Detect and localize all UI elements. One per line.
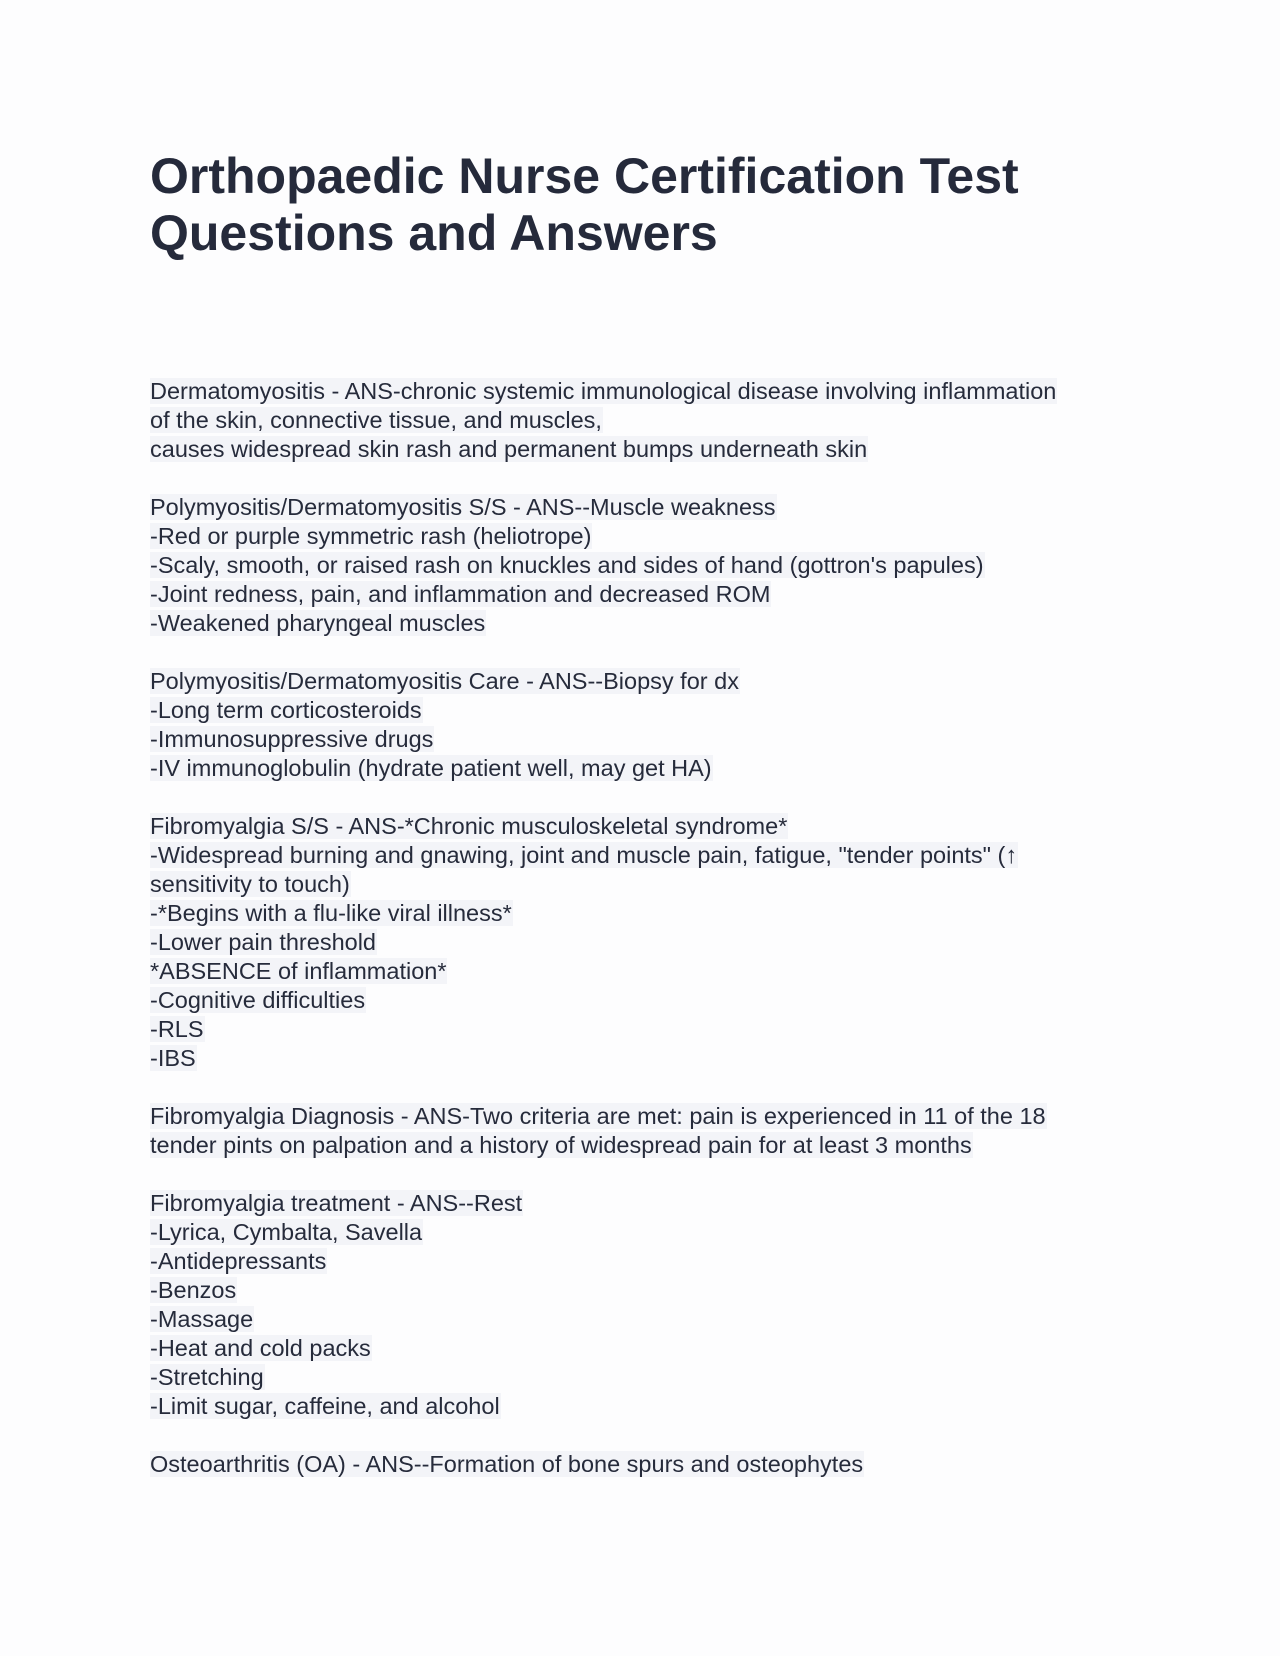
qa-entry-line-text: Osteoarthritis (OA) - ANS--Formation of bone spurs and osteophytes [150,1451,864,1477]
qa-entry-line [150,493,1130,522]
qa-entry-line [150,1189,1130,1218]
qa-entry-line [150,870,1130,899]
qa-entry-line [150,1334,1130,1363]
qa-entry-line [150,899,1130,928]
qa-entry-line-text: -Stretching [150,1364,264,1390]
qa-entry-line [150,1276,1130,1305]
qa-entry-line-text: -Joint redness, pain, and inflammation and decreased ROM [150,581,771,607]
qa-entry [150,1102,1130,1160]
qa-entry-line-text: Fibromyalgia S/S - ANS-*Chronic musculoskeletal syndrome* [150,813,788,839]
qa-entry-line [150,406,1130,435]
qa-entry-line [150,841,1130,870]
qa-entry-line [150,522,1130,551]
qa-entry-line [150,377,1130,406]
qa-entry-line-text: -Heat and cold packs [150,1335,371,1361]
qa-entry-line-text: Fibromyalgia Diagnosis - ANS-Two criteria are met: pain is experienced in 11 of the 18 [150,1103,1046,1129]
qa-entry-line-text: causes widespread skin rash and permanent bumps underneath skin [150,436,868,462]
qa-entry-line [150,696,1130,725]
qa-entry-line-text: Polymyositis/Dermatomyositis Care - ANS--Biopsy for dx [150,668,739,694]
qa-entry-line-text: of the skin, connective tissue, and muscles, [150,407,602,433]
qa-entry-line-text: -IV immunoglobulin (hydrate patient well, may get HA) [150,755,712,781]
qa-entry-line [150,1015,1130,1044]
qa-entry-line [150,435,1130,464]
qa-entry-line-text: sensitivity to touch) [150,871,350,897]
document-title-line-2: Questions and Answers [150,205,718,261]
qa-entry [150,667,1130,783]
qa-entry-line-text: Polymyositis/Dermatomyositis S/S - ANS--Muscle weakness [150,494,776,520]
qa-entry-line-text: -Benzos [150,1277,237,1303]
qa-entry-line [150,609,1130,638]
qa-entry-line [150,812,1130,841]
qa-entry [150,812,1130,1073]
qa-entry-line-text: -Immunosuppressive drugs [150,726,434,752]
qa-entry-line-text: Dermatomyositis - ANS-chronic systemic immunological disease involving inflammation [150,378,1057,404]
qa-entry-line-text: -Long term corticosteroids [150,697,422,723]
qa-entry-line-text: -Massage [150,1306,254,1332]
qa-entry-line [150,580,1130,609]
qa-entry-line [150,928,1130,957]
qa-entry [150,1450,1130,1479]
qa-entry-line [150,1131,1130,1160]
qa-entry-line-text: -Scaly, smooth, or raised rash on knuckles and sides of hand (gottron's papules) [150,552,984,578]
qa-entry [150,377,1130,464]
qa-entry-line-text: -Lyrica, Cymbalta, Savella [150,1219,423,1245]
qa-entry-line [150,1044,1130,1073]
qa-entry-line [150,1305,1130,1334]
document-title [150,148,1130,262]
qa-entry-line-text: Fibromyalgia treatment - ANS--Rest [150,1190,523,1216]
qa-entry-line-text: -Widespread burning and gnawing, joint and muscle pain, fatigue, "tender points" (↑ [150,842,1018,868]
qa-entry-line-text: *ABSENCE of inflammation* [150,958,447,984]
qa-entry-line [150,754,1130,783]
qa-entry-line [150,1218,1130,1247]
qa-entry-line [150,667,1130,696]
qa-entry-line-text: -Red or purple symmetric rash (heliotrope) [150,523,592,549]
qa-entries [150,377,1130,1508]
qa-entry-line [150,1247,1130,1276]
qa-entry-line-text: -RLS [150,1016,204,1042]
document-title-line-1: Orthopaedic Nurse Certification Test [150,148,1019,204]
qa-entry-line-text: -Weakened pharyngeal muscles [150,610,486,636]
qa-entry-line-text: -IBS [150,1045,196,1071]
qa-entry-line [150,725,1130,754]
qa-entry-line [150,551,1130,580]
document-page [150,148,1130,1477]
qa-entry-line [150,1363,1130,1392]
qa-entry-line-text: tender pints on palpation and a history of widespread pain for at least 3 months [150,1132,972,1158]
qa-entry-line [150,986,1130,1015]
qa-entry-line-text: -Antidepressants [150,1248,327,1274]
qa-entry-line [150,1450,1130,1479]
qa-entry [150,493,1130,638]
qa-entry-line [150,957,1130,986]
qa-entry [150,1189,1130,1421]
qa-entry-line-text: -*Begins with a flu-like viral illness* [150,900,512,926]
qa-entry-line [150,1392,1130,1421]
qa-entry-line-text: -Cognitive difficulties [150,987,366,1013]
qa-entry-line [150,1102,1130,1131]
qa-entry-line-text: -Lower pain threshold [150,929,376,955]
qa-entry-line-text: -Limit sugar, caffeine, and alcohol [150,1393,500,1419]
